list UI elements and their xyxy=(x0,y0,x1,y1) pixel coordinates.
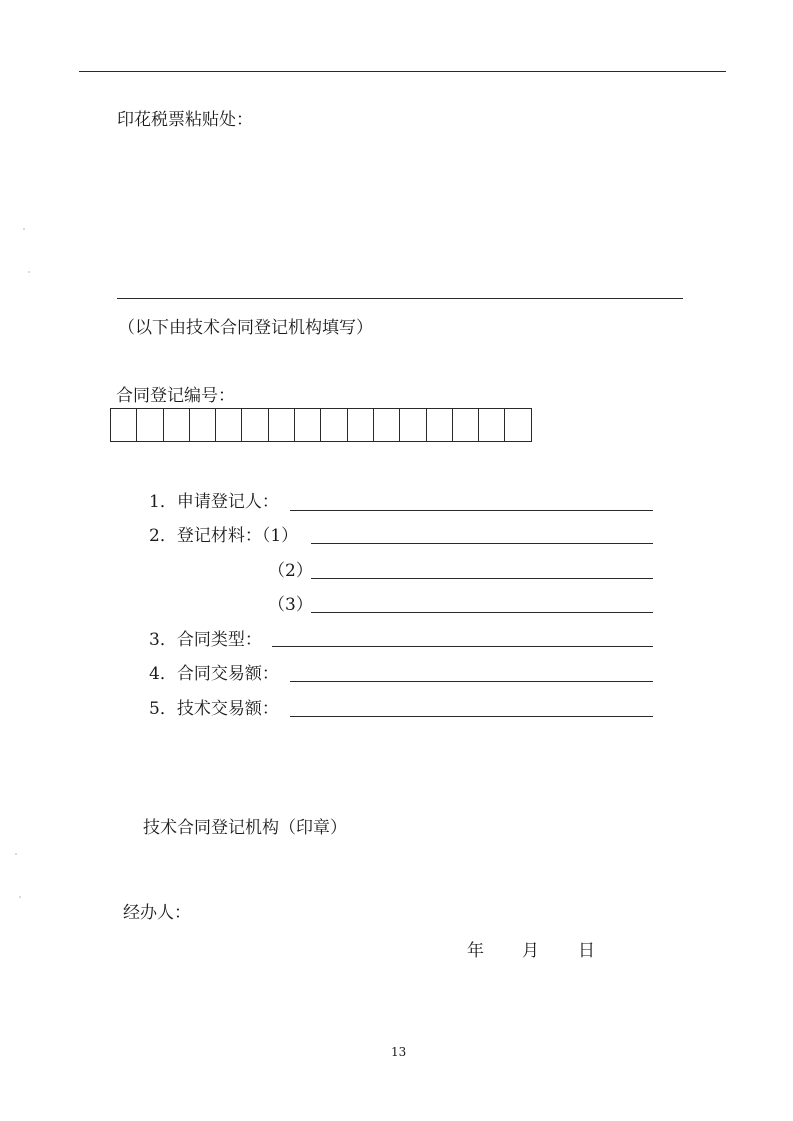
registration-digit-box[interactable] xyxy=(504,408,531,442)
stamp-area-label: 印花税票粘贴处： xyxy=(117,110,253,130)
field-line-applicant[interactable] xyxy=(290,510,653,511)
registration-digit-box[interactable] xyxy=(320,408,347,442)
field-label-materials-2: （2） xyxy=(268,561,313,581)
handler-label: 经办人： xyxy=(123,903,191,923)
date-day: 日 xyxy=(578,941,595,961)
registration-digit-box[interactable] xyxy=(373,408,400,442)
scan-speck xyxy=(28,271,30,273)
field-line-contract-type[interactable] xyxy=(272,646,653,647)
field-label-materials-3: （3） xyxy=(268,595,313,615)
seal-label: 技术合同登记机构（印章） xyxy=(143,818,347,838)
registration-digit-box[interactable] xyxy=(426,408,453,442)
field-line-materials-3[interactable] xyxy=(311,612,653,613)
scan-speck xyxy=(23,228,25,230)
registration-number-boxes[interactable] xyxy=(110,408,532,442)
field-label-materials-1: 2．登记材料：（1） xyxy=(149,526,299,546)
date-year: 年 xyxy=(467,941,484,961)
field-label-applicant: 1．申请登记人： xyxy=(149,492,279,512)
field-label-tech-amount: 5．技术交易额： xyxy=(149,699,279,719)
section-note: （以下由技术合同登记机构填写） xyxy=(118,318,373,338)
field-label-contract-type: 3．合同类型： xyxy=(149,630,262,650)
registration-digit-box[interactable] xyxy=(347,408,374,442)
registration-digit-box[interactable] xyxy=(452,408,479,442)
page-number: 13 xyxy=(391,1045,407,1059)
registration-digit-box[interactable] xyxy=(478,408,505,442)
registration-digit-box[interactable] xyxy=(241,408,268,442)
registration-digit-box[interactable] xyxy=(189,408,216,442)
date-month: 月 xyxy=(522,941,539,961)
registration-digit-box[interactable] xyxy=(268,408,295,442)
registration-digit-box[interactable] xyxy=(399,408,426,442)
field-label-contract-amount: 4．合同交易额： xyxy=(149,664,279,684)
field-line-materials-1[interactable] xyxy=(311,543,653,544)
scan-speck xyxy=(19,896,21,898)
top-rule xyxy=(79,71,726,72)
field-line-materials-2[interactable] xyxy=(311,578,653,579)
scan-speck xyxy=(15,853,17,855)
registration-digit-box[interactable] xyxy=(110,408,137,442)
registration-digit-box[interactable] xyxy=(136,408,163,442)
field-line-contract-amount[interactable] xyxy=(290,681,653,682)
registration-digit-box[interactable] xyxy=(163,408,190,442)
registration-digit-box[interactable] xyxy=(294,408,321,442)
registration-digit-box[interactable] xyxy=(215,408,242,442)
section-divider xyxy=(117,298,683,299)
registration-number-label: 合同登记编号： xyxy=(116,386,235,406)
field-line-tech-amount[interactable] xyxy=(290,716,653,717)
